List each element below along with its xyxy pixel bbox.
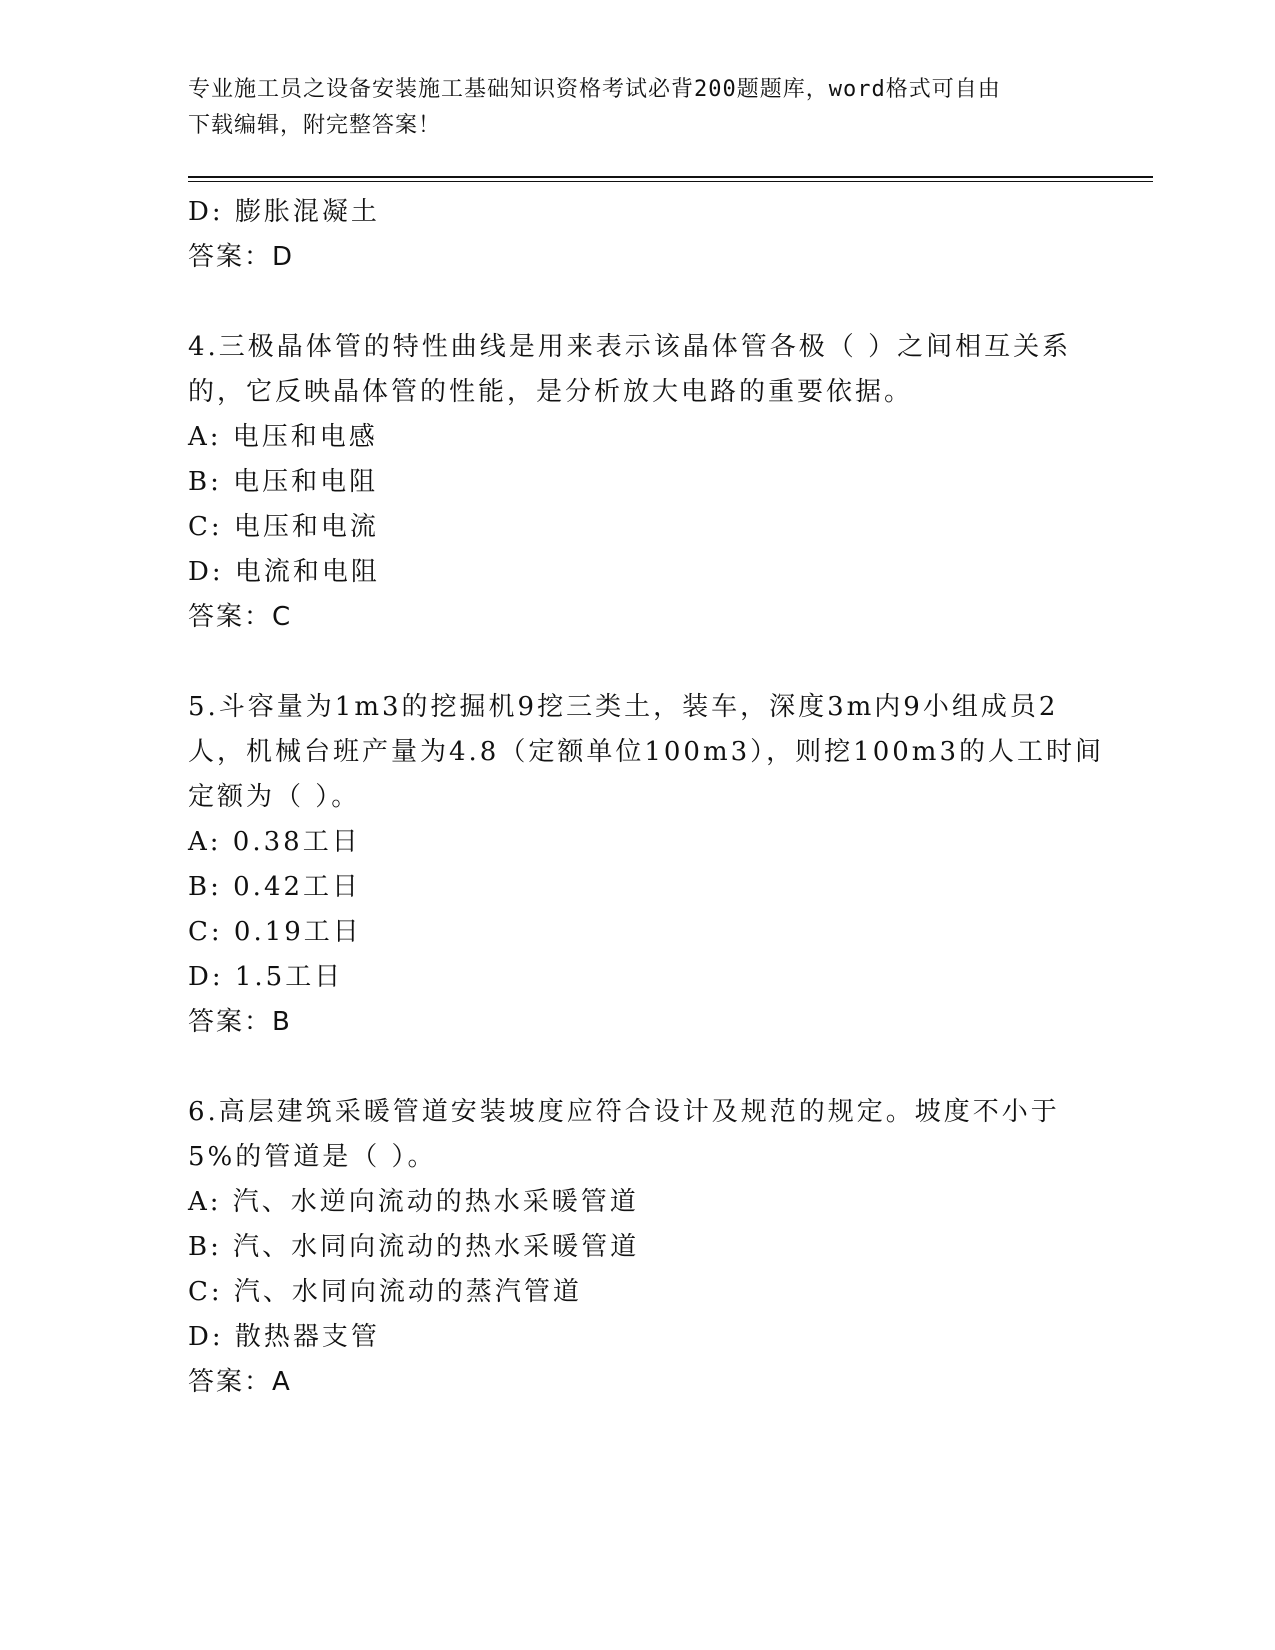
question-text-line: 5.斗容量为1m3的挖掘机9挖三类土，装车，深度3m内9小组成员2 <box>188 692 1059 722</box>
option-a: A: 0.38工日 <box>188 827 361 857</box>
option-d: D: 膨胀混凝土 <box>188 197 380 227</box>
option-c: C: 0.19工日 <box>188 917 362 947</box>
answer: 答案：D <box>188 242 295 272</box>
spacer <box>188 1045 1088 1090</box>
question-text-line: 6.高层建筑采暖管道安装坡度应符合设计及规范的规定。坡度不小于 <box>188 1097 1060 1127</box>
question-text-line: 的，它反映晶体管的性能，是分析放大电路的重要依据。 <box>188 377 914 407</box>
option-c: C: 电压和电流 <box>188 512 379 542</box>
spacer <box>188 280 1088 325</box>
option-c: C: 汽、水同向流动的蒸汽管道 <box>188 1277 582 1307</box>
question-5 <box>188 685 1104 1045</box>
answer: 答案：A <box>188 1367 292 1397</box>
question-4 <box>188 325 1088 640</box>
option-d: D: 散热器支管 <box>188 1322 380 1352</box>
question-text-line: 人，机械台班产量为4.8（定额单位100m3），则挖100m3的人工时间 <box>188 737 1104 767</box>
option-a: A: 电压和电感 <box>188 422 378 452</box>
option-b: B: 0.42工日 <box>188 872 362 902</box>
option-d: D: 电流和电阻 <box>188 557 380 587</box>
question-text-line: 4.三极晶体管的特性曲线是用来表示该晶体管各极（ ）之间相互关系 <box>188 332 1072 362</box>
question-text-line: 定额为（ ）。 <box>188 782 361 812</box>
document-header <box>188 72 1088 144</box>
header-divider-thin <box>188 181 1153 182</box>
question-6 <box>188 1090 1088 1405</box>
question-3-tail <box>188 190 1088 280</box>
question-list <box>188 190 1104 1405</box>
header-divider-thick <box>188 176 1153 178</box>
option-d: D: 1.5工日 <box>188 962 344 992</box>
question-text-line: 5%的管道是（ ）。 <box>188 1142 437 1172</box>
option-a: A: 汽、水逆向流动的热水采暖管道 <box>188 1187 639 1217</box>
header-line-1: 专业施工员之设备安装施工基础知识资格考试必背200题题库，word格式可自由 <box>188 77 1001 102</box>
option-b: B: 汽、水同向流动的热水采暖管道 <box>188 1232 640 1262</box>
answer: 答案：B <box>188 1007 292 1037</box>
header-line-2: 下载编辑，附完整答案！ <box>188 113 442 138</box>
option-b: B: 电压和电阻 <box>188 467 379 497</box>
spacer <box>188 640 1088 685</box>
answer: 答案：C <box>188 602 293 632</box>
